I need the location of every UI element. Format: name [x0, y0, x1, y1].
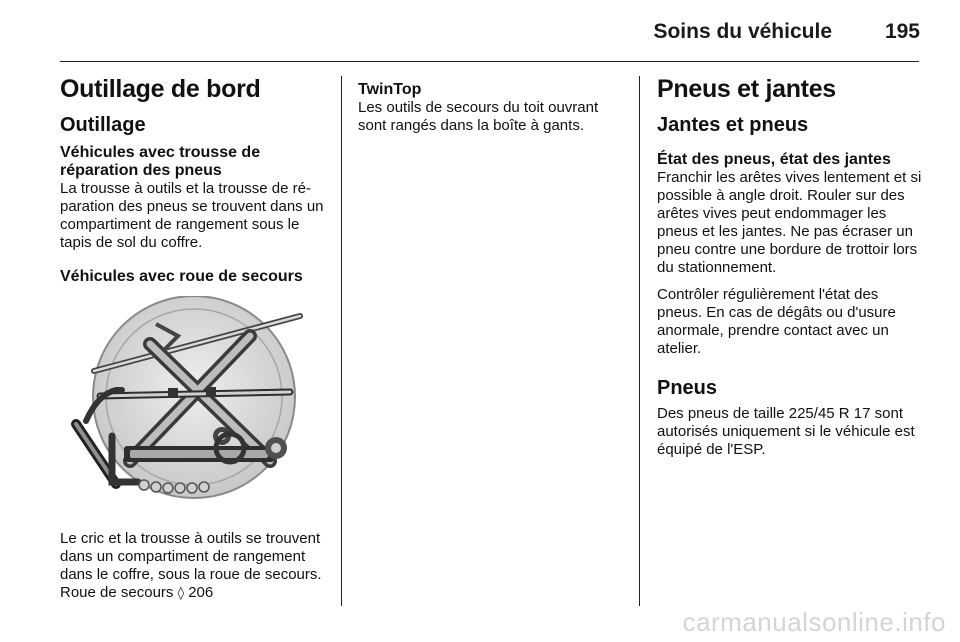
paragraph-taille-pneus: Des pneus de taille 225/45 R 17 sont autorisés uniquement si le véhicule est équipé de l'ESP.	[657, 405, 915, 458]
toolkit-figure	[60, 296, 328, 508]
paragraph-trousse: La trousse à outils et la trousse de réparation des pneus se trouvent dans un compartiment de rangement sous le tapis de sol du coffre.	[60, 180, 324, 251]
paragraph-twintop: Les outils de secours du toit ouvrant sont rangés dans la boîte à gants.	[358, 99, 599, 134]
subheading-trousse-reparation: Véhicules avec trousse de réparation des pneus	[60, 144, 261, 179]
subheading-pneus: Pneus	[657, 377, 718, 399]
paragraph-controle-pneus: Contrôler régulièrement l'état des pneus. En cas de dégâts ou d'usure anormale, prendre contact avec un atelier.	[657, 286, 896, 357]
header-rule	[60, 61, 919, 62]
cross-reference-arrow-icon: ◊	[177, 586, 185, 601]
column-divider-1	[341, 76, 342, 606]
subheading-jantes-et-pneus: Jantes et pneus	[657, 114, 809, 136]
column-middle	[358, 74, 626, 135]
running-header-title: Soins du véhicule	[653, 20, 832, 43]
subheading-outillage: Outillage	[60, 114, 146, 136]
subheading-roue-de-secours: Véhicules avec roue de secours	[60, 268, 303, 285]
subheading-etat-des-pneus: État des pneus, état des jantes	[657, 151, 891, 168]
column-left	[60, 74, 328, 603]
column-right	[657, 74, 927, 459]
section-heading-pneus-et-jantes: Pneus et jantes	[657, 75, 836, 103]
cross-reference-page[interactable]: 206	[188, 584, 214, 601]
paragraph-aretes-vives: Franchir les arêtes vives lentement et si possible à angle droit. Rouler sur des arêtes vives peut endommager les pneus et les jantes. Ne pas écraser un pneu contre une bordure de trottoir lors du stationnement.	[657, 169, 922, 276]
column-divider-2	[639, 76, 640, 606]
subheading-twintop: TwinTop	[358, 81, 422, 98]
watermark: carmanualsonline.info	[682, 607, 946, 637]
section-heading-outillage-de-bord: Outillage de bord	[60, 75, 261, 103]
page-number: 195	[884, 20, 920, 43]
figure-caption: Le cric et la trousse à outils se trouvent dans un compartiment de rangement dans le coffre, sous la roue de secours. Roue de secours ◊ 206	[60, 530, 322, 601]
toolkit-illustration-icon	[60, 296, 328, 508]
